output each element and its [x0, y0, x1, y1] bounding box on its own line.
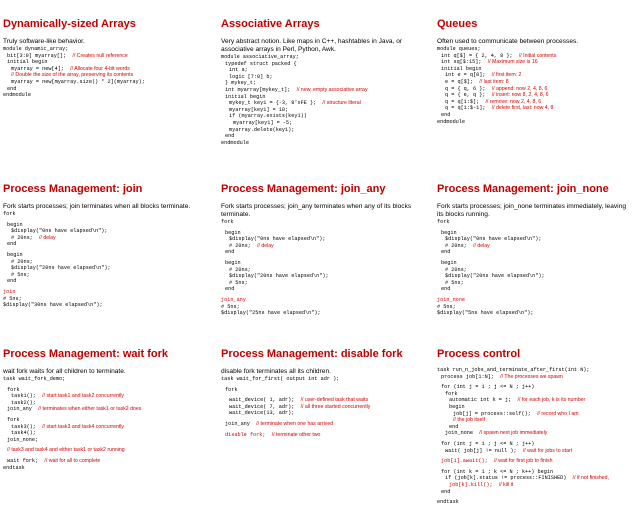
- code-line: [3, 59, 198, 66]
- code-line: [3, 406, 198, 413]
- code-line: [437, 243, 632, 250]
- slide-queues: [434, 0, 634, 150]
- code-line: [221, 230, 416, 237]
- code-comment: // terminate other two: [271, 431, 321, 438]
- code-text: end: [225, 133, 235, 140]
- code-text: bit[3:0] myarray[];: [7, 52, 67, 59]
- code-line: [437, 267, 632, 274]
- code-text: end: [225, 249, 235, 256]
- code-line: [3, 53, 198, 60]
- code-line: [437, 280, 632, 287]
- code-line: [221, 260, 416, 267]
- code-text: # 20ns;: [229, 242, 251, 249]
- code-line: [437, 99, 632, 106]
- slide-title: Dynamically-sized Arrays: [3, 18, 136, 30]
- code-line: [3, 458, 198, 465]
- code-text: join: [3, 288, 16, 295]
- code-line: [221, 376, 416, 383]
- code-comment: // terminate when one has arrived: [256, 420, 334, 427]
- slide-title: Associative Arrays: [221, 18, 320, 30]
- code-line: [3, 259, 198, 266]
- slide-body: [221, 38, 416, 146]
- code-line: [437, 417, 632, 424]
- code-line: [437, 475, 632, 482]
- code-text: end: [441, 286, 451, 293]
- code-comment: // all three started concurrently: [300, 403, 371, 410]
- code-line: [221, 140, 416, 147]
- code-comment: // start task3 and task4 concurrently: [42, 423, 125, 430]
- code-line: [3, 430, 198, 437]
- code-line: [221, 219, 416, 226]
- slide-text: [437, 38, 632, 46]
- code-text: # 5ns;: [3, 295, 22, 302]
- code-line: [437, 304, 632, 311]
- code-text: for (int k = 1 ; k <= N ; k++) begin: [441, 468, 554, 475]
- code-text: begin: [441, 259, 457, 266]
- code-line: [437, 105, 632, 112]
- code-line: [3, 387, 198, 394]
- code-text: $display("30ns have elapsed\n");: [3, 302, 103, 309]
- code-text: # 5ns;: [11, 271, 30, 278]
- code-text: begin: [225, 259, 241, 266]
- code-text: int a;: [229, 67, 248, 74]
- code-text: if (myarray.exists(key1)): [229, 113, 307, 120]
- code-comment: // structure literal: [322, 100, 361, 107]
- code-text: begin: [7, 251, 23, 258]
- code-line: [437, 310, 632, 317]
- code-line: [3, 417, 198, 424]
- code-text: # 5ns;: [445, 279, 464, 286]
- code-line: [221, 74, 416, 81]
- slide-body: [221, 368, 416, 438]
- code-text: task wait_for_first( output int adr );: [221, 376, 340, 382]
- code-text: int myarray[mykey_t];: [225, 86, 291, 93]
- code-text: join_any: [221, 296, 246, 303]
- code-text: # 20ns;: [11, 234, 33, 241]
- code-line: [437, 92, 632, 99]
- code-line: [3, 86, 198, 93]
- slide-body: [3, 38, 198, 99]
- code-text: automatic int k = j;: [449, 397, 512, 404]
- code-line: [437, 66, 632, 73]
- code-line: [3, 235, 198, 242]
- code-text: disable fork terminates all its children.: [221, 368, 331, 375]
- slide-join: [0, 165, 200, 315]
- code-text: job[j] = process::self();: [453, 410, 531, 417]
- code-text: wait_device(13, adr);: [229, 410, 295, 417]
- code-text: myarray[key1] = -5;: [233, 119, 293, 126]
- code-text: join_none: [437, 296, 466, 303]
- code-text: end: [7, 278, 17, 285]
- code-line: [221, 133, 416, 140]
- code-text: logic [7:0] b;: [229, 73, 273, 80]
- code-comment: // first item: 2: [491, 72, 522, 79]
- code-line: [221, 404, 416, 411]
- code-line: [221, 243, 416, 250]
- code-line: [437, 397, 632, 404]
- code-line: [437, 72, 632, 79]
- code-line: [437, 458, 632, 465]
- code-comment: // delete first, last: now 4, 8: [491, 105, 554, 112]
- code-line: [437, 59, 632, 66]
- code-line: [221, 387, 416, 394]
- code-text: module queues;: [437, 46, 481, 52]
- code-line: [221, 80, 416, 87]
- code-line: [3, 447, 198, 454]
- code-line: [437, 424, 632, 431]
- code-text: wait_device( 7, adr);: [229, 403, 295, 410]
- code-text: initial begin: [441, 65, 482, 72]
- code-text: initial begin: [7, 59, 48, 66]
- code-comment: // for each job, k is its number: [517, 397, 586, 404]
- code-line: [3, 252, 198, 259]
- code-comment: // wait for jobs to start: [522, 447, 573, 454]
- code-comment: // Double the size of the array, preserving its contents: [11, 72, 134, 79]
- code-text: end: [449, 423, 459, 430]
- code-text: for (int j = 1 ; j <= N ; j++): [441, 384, 535, 391]
- code-text: myarray[key1] = 10;: [229, 106, 289, 113]
- slide-body: [221, 203, 416, 317]
- code-line: [3, 265, 198, 272]
- code-comment: // delay: [473, 242, 490, 249]
- code-text: fork: [3, 211, 16, 217]
- code-text: Truly software-like behavior.: [3, 38, 85, 45]
- code-text: $display("25ns have elapsed\n");: [221, 310, 321, 317]
- code-text: fork: [225, 386, 238, 393]
- code-text: int q[$] = { 2, 4, 8 };: [441, 52, 513, 59]
- code-text: begin: [441, 229, 457, 236]
- code-comment: // last item: 8: [479, 78, 509, 85]
- code-line: [3, 424, 198, 431]
- code-line: [437, 236, 632, 243]
- code-line: [437, 404, 632, 411]
- code-line: [3, 289, 198, 296]
- slide-process-control: [434, 330, 634, 506]
- code-text: join_any: [7, 406, 32, 413]
- code-line: [437, 384, 632, 391]
- code-line: [437, 367, 632, 374]
- code-text: fork: [7, 416, 20, 423]
- code-line: [437, 469, 632, 476]
- code-text: # 20ns;: [11, 258, 33, 265]
- code-text: initial begin: [225, 93, 266, 100]
- code-line: [3, 278, 198, 285]
- code-comment: // spawn next job immediately: [479, 430, 548, 437]
- code-comment: // delay: [257, 242, 274, 249]
- code-text: begin: [225, 229, 241, 236]
- code-line: [437, 53, 632, 60]
- code-line: [221, 120, 416, 127]
- code-text: fork: [221, 219, 234, 225]
- code-text: join_any: [225, 420, 250, 427]
- slide-body: [437, 367, 632, 506]
- code-comment: // the job itself: [453, 417, 486, 424]
- code-text: } mykey_t;: [225, 80, 257, 87]
- code-line: [221, 304, 416, 311]
- code-text: endmodule: [221, 139, 250, 146]
- code-line: [3, 465, 198, 472]
- code-text: fork: [445, 390, 458, 397]
- code-comment: // remove: now 2, 4, 8, 6: [485, 98, 542, 105]
- code-text: task2();: [11, 399, 36, 406]
- code-line: [3, 46, 198, 53]
- code-text: Fork starts processes; join terminates when all blocks terminate.: [3, 203, 191, 210]
- code-line: [437, 441, 632, 448]
- code-line: [3, 228, 198, 235]
- code-text: end: [7, 241, 17, 248]
- code-text: # 5ns;: [437, 303, 456, 310]
- code-text: $display("20ns have elapsed\n");: [229, 273, 329, 280]
- code-line: [3, 437, 198, 444]
- code-text: # 5ns;: [221, 303, 240, 310]
- code-line: [221, 432, 416, 439]
- code-text: wait( job[j] != null );: [445, 447, 517, 454]
- code-text: # 5ns;: [229, 279, 248, 286]
- code-text: task run_n_jobs_and_terminate_after_first(int N);: [437, 367, 590, 373]
- code-text: $display("0ns have elapsed\n");: [229, 236, 326, 243]
- slide-text: [3, 203, 198, 211]
- code-text: job[k].kill();: [449, 481, 493, 488]
- code-line: [437, 273, 632, 280]
- code-text: $display("0ns have elapsed\n");: [445, 236, 542, 243]
- slide-text: [221, 203, 416, 219]
- code-line: [437, 430, 632, 437]
- code-line: [437, 374, 632, 381]
- slide-dynamic-arrays: [0, 0, 200, 150]
- code-text: task wait_fork_demo;: [3, 376, 66, 382]
- code-line: [221, 67, 416, 74]
- code-comment: // Allocate four 4-bit words: [70, 65, 130, 72]
- code-line: [3, 211, 198, 218]
- code-comment: // insert: now 8, 2, 4, 8, 6: [491, 92, 549, 99]
- code-text: module dynamic_array;: [3, 46, 69, 52]
- code-comment: // record who I am: [537, 410, 579, 417]
- code-line: [221, 249, 416, 256]
- code-line: [437, 112, 632, 119]
- code-line: [437, 119, 632, 126]
- slide-title: Process Management: join_any: [221, 183, 386, 195]
- code-line: [221, 61, 416, 68]
- code-line: [221, 280, 416, 287]
- slide-title: Queues: [437, 18, 478, 30]
- code-line: [221, 87, 416, 94]
- code-line: [437, 391, 632, 398]
- slide-text: [221, 368, 416, 376]
- code-text: # 20ns;: [445, 242, 467, 249]
- code-text: Fork starts processes; join_none terminates immediately, leaving its blocks running.: [437, 203, 626, 218]
- code-text: Often used to communicate between processes.: [437, 38, 579, 45]
- code-comment: // new, empty associative array: [296, 86, 368, 93]
- slide-body: [437, 203, 632, 317]
- code-text: process job[1:N];: [441, 373, 494, 380]
- code-comment: // Maximum size is 16: [487, 59, 538, 66]
- code-text: task1();: [11, 393, 36, 400]
- slide-wait-fork: [0, 330, 200, 480]
- code-comment: // if not finished,: [572, 475, 609, 482]
- code-text: begin: [7, 221, 23, 228]
- code-line: [221, 286, 416, 293]
- code-text: typedef struct packed {: [225, 60, 297, 67]
- code-text: myarray = new[4];: [11, 65, 64, 72]
- code-line: [3, 302, 198, 309]
- code-comment: // wait for first job to finish: [493, 458, 553, 465]
- code-line: [3, 66, 198, 73]
- code-text: Very abstract notion. Like maps in C++, hashtables in Java, or associative arrays in Perl, Python, Awk.: [221, 38, 403, 53]
- code-comment: // user-defined task that waits: [300, 397, 369, 404]
- slide-body: [3, 203, 198, 309]
- code-text: mykey_t key1 = {-3, 8'xFE };: [229, 100, 317, 107]
- code-text: endmodule: [3, 92, 32, 99]
- code-comment: // start task1 and task2 concurrently: [42, 393, 125, 400]
- code-comment: // task3 and task4 and either task1 or task2 running: [7, 447, 125, 454]
- code-text: wait_device( 1, adr);: [229, 397, 295, 404]
- code-line: [221, 273, 416, 280]
- code-text: endmodule: [437, 118, 466, 125]
- code-line: [3, 72, 198, 79]
- code-text: q = { q, 6 };: [445, 85, 486, 92]
- code-text: end: [441, 111, 451, 118]
- code-line: [437, 286, 632, 293]
- code-line: [3, 393, 198, 400]
- code-text: task4();: [11, 430, 36, 437]
- code-line: [437, 86, 632, 93]
- code-text: end: [7, 85, 17, 92]
- code-line: [221, 397, 416, 404]
- code-text: job[1].await();: [441, 458, 488, 465]
- code-text: end: [441, 249, 451, 256]
- slide-text: [3, 38, 198, 46]
- slide-join-any: [218, 165, 418, 315]
- code-line: [221, 127, 416, 134]
- code-text: end: [441, 488, 451, 495]
- code-text: wait fork;: [7, 457, 39, 464]
- code-line: [3, 376, 198, 383]
- code-text: q = q[1:$];: [445, 98, 480, 105]
- code-comment: // Creates null reference: [72, 52, 128, 59]
- code-text: $display("20ns have elapsed\n");: [445, 273, 545, 280]
- code-line: [221, 107, 416, 114]
- slide-title: Process Management: wait fork: [3, 348, 169, 360]
- code-text: int e = q[0];: [445, 72, 486, 79]
- code-line: [3, 241, 198, 248]
- code-line: [437, 249, 632, 256]
- code-line: [3, 400, 198, 407]
- code-text: # 20ns;: [445, 266, 467, 273]
- code-line: [3, 79, 198, 86]
- code-line: [221, 267, 416, 274]
- code-line: [221, 410, 416, 417]
- slide-body: [437, 38, 632, 125]
- code-text: join_none: [445, 430, 474, 437]
- code-text: fork: [7, 386, 20, 393]
- code-text: $display("20ns have elapsed\n");: [11, 265, 111, 272]
- code-line: [3, 92, 198, 99]
- code-line: [437, 489, 632, 496]
- slide-disable-fork: [218, 330, 418, 480]
- slide-text: [437, 203, 632, 219]
- slide-body: [3, 368, 198, 471]
- code-comment: // wait for all to complete: [44, 457, 101, 464]
- code-text: for (int j = 1 ; j <= N ; j++): [441, 440, 535, 447]
- code-text: if (job[k].status != process::FINISHED): [445, 475, 567, 482]
- code-text: e = q[$];: [445, 78, 474, 85]
- code-text: end: [225, 286, 235, 293]
- code-line: [437, 260, 632, 267]
- code-line: [437, 411, 632, 418]
- code-comment: // append: now 2, 4, 8, 6: [491, 85, 548, 92]
- code-line: [221, 310, 416, 317]
- code-text: int sq[$:15];: [441, 59, 482, 66]
- code-line: [437, 46, 632, 53]
- code-text: wait fork waits for all children to terminate.: [3, 368, 126, 375]
- code-text: task3();: [11, 423, 36, 430]
- code-text: $display("0ns have elapsed\n");: [11, 228, 108, 235]
- code-line: [3, 296, 198, 303]
- code-line: [221, 421, 416, 428]
- slide-title: Process Management: join_none: [437, 183, 609, 195]
- code-text: # 20ns;: [229, 266, 251, 273]
- slide-join-none: [434, 165, 634, 315]
- code-text: join_none;: [7, 436, 39, 443]
- code-line: [437, 79, 632, 86]
- code-text: begin: [449, 403, 465, 410]
- code-text: q = { e, q };: [445, 92, 486, 99]
- code-text: module associative_array;: [221, 54, 299, 60]
- code-line: [221, 297, 416, 304]
- code-line: [3, 222, 198, 229]
- slide-title: Process Management: join: [3, 183, 143, 195]
- slide-text: [3, 368, 198, 376]
- code-line: [437, 297, 632, 304]
- slide-associative-arrays: [218, 0, 418, 150]
- code-text: fork: [437, 219, 450, 225]
- code-line: [3, 272, 198, 279]
- code-text: Fork starts processes; join_any terminates when any of its blocks terminate.: [221, 203, 412, 218]
- code-text: myarray.delete(key1);: [229, 126, 295, 133]
- code-comment: // kill it: [498, 481, 514, 488]
- code-line: [221, 94, 416, 101]
- slide-text: [221, 38, 416, 54]
- code-line: [437, 219, 632, 226]
- code-line: [221, 54, 416, 61]
- code-text: endtask: [437, 499, 459, 506]
- slide-title: Process control: [437, 348, 521, 360]
- code-text: q = q[1:$-1];: [445, 105, 486, 112]
- code-line: [221, 100, 416, 107]
- code-line: [437, 499, 632, 506]
- code-text: myarray = new[myarray.size() * 2](myarray);: [11, 78, 145, 85]
- code-text: endtask: [3, 464, 25, 471]
- code-comment: // terminates when either task1 or task2 does: [38, 406, 142, 413]
- code-line: [437, 230, 632, 237]
- code-comment: // The processes we spawn: [500, 373, 563, 380]
- code-line: [437, 482, 632, 489]
- code-text: disable fork;: [225, 431, 266, 438]
- slide-title: Process Management: disable fork: [221, 348, 403, 360]
- code-text: $display("5ns have elapsed\n");: [437, 310, 534, 317]
- code-line: [221, 113, 416, 120]
- code-comment: // delay: [39, 234, 56, 241]
- code-comment: // Initial contents: [518, 52, 557, 59]
- code-line: [221, 236, 416, 243]
- code-line: [437, 448, 632, 455]
